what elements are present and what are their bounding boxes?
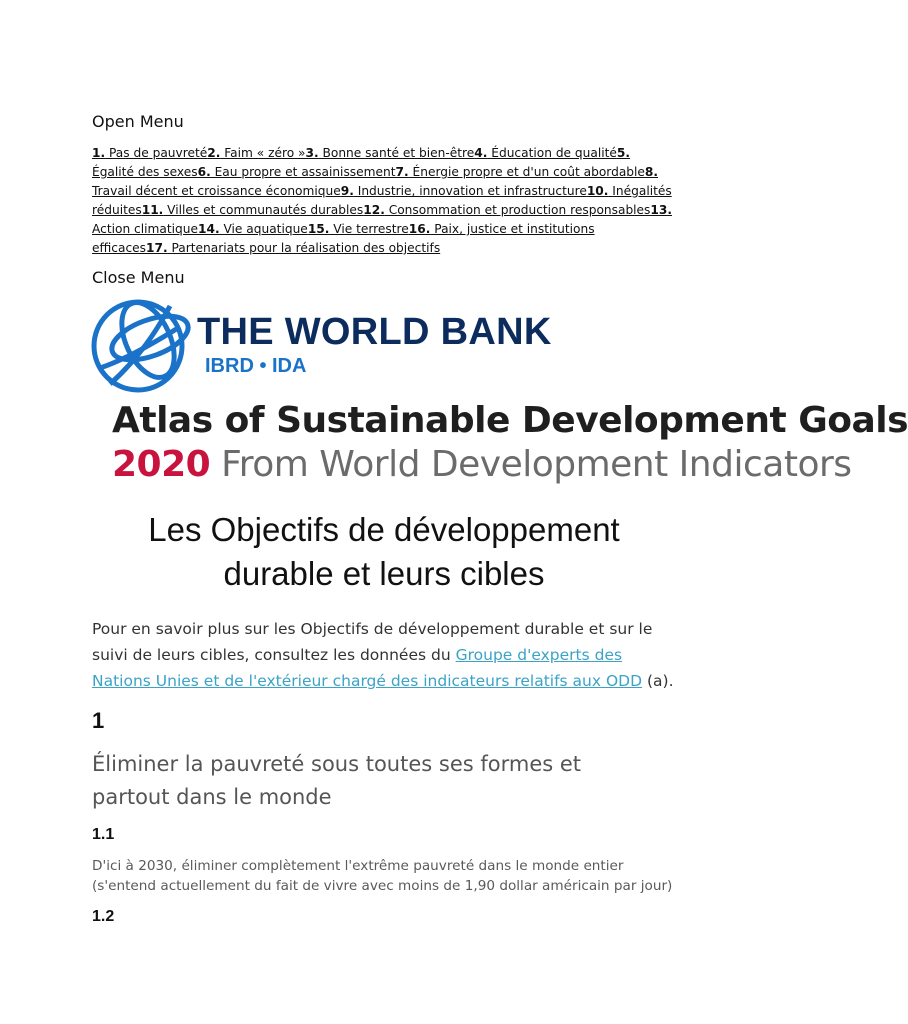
sdg-link-1[interactable]: 1. Pas de pauvreté: [92, 146, 208, 160]
world-bank-wordmark: THE WORLD BANK: [197, 311, 552, 353]
ibrd-ida-label: IBRD • IDA: [205, 355, 307, 377]
atlas-year: 2020: [112, 444, 211, 485]
sdg-link-15[interactable]: 15. Vie terrestre: [307, 222, 409, 236]
sdg-link-7[interactable]: 7. Énergie propre et d'un coût abordable: [395, 165, 645, 179]
intro-paragraph: Pour en savoir plus sur les Objectifs de développement durable et sur le suivi de leurs cibles, consultez les données du Groupe d'experts des Nations Unies et de l'extérieur chargé des indicateurs relatifs aux ODD (a).: [92, 620, 674, 690]
sdg-link-17[interactable]: 17. Partenariats pour la réalisation des objectifs: [146, 241, 441, 255]
sdg-link-16[interactable]: 16. Paix, justice et institutions efficaces: [92, 222, 595, 255]
sdg-link-10[interactable]: 10. Inégalités réduites: [92, 184, 672, 217]
atlas-source: From World Development Indicators: [210, 444, 852, 485]
sdg-link-6[interactable]: 6. Eau propre et assainissement: [197, 165, 396, 179]
sdg-link-12[interactable]: 12. Consommation et production responsables: [363, 203, 651, 217]
goal-title: Éliminer la pauvreté sous toutes ses formes et partout dans le monde: [92, 752, 582, 809]
target-number: 1.2: [92, 908, 115, 925]
goal-number: 1: [92, 708, 105, 733]
atlas-subtitle: [112, 444, 852, 485]
sdg-link-9[interactable]: 9. Industrie, innovation et infrastructure: [340, 184, 587, 198]
page-title-line-1: Les Objectifs de développement: [148, 511, 620, 548]
iaeg-sdg-link[interactable]: Groupe d'experts des Nations Unies et de l'extérieur chargé des indicateurs relatifs aux ODD: [92, 646, 643, 690]
sdg-link-5[interactable]: 5. Égalité des sexes: [92, 146, 631, 179]
sdg-link-11[interactable]: 11. Villes et communautés durables: [141, 203, 364, 217]
sdg-link-14[interactable]: 14. Vie aquatique: [197, 222, 308, 236]
open-menu-button[interactable]: Open Menu: [92, 112, 184, 131]
sdg-navigation: [92, 144, 672, 258]
close-menu-button[interactable]: Close Menu: [92, 268, 185, 287]
sdg-link-8[interactable]: 8. Travail décent et croissance économique: [92, 165, 659, 198]
target-number: 1.1: [92, 826, 115, 843]
sdg-link-13[interactable]: 13. Action climatique: [92, 203, 673, 236]
atlas-title: Atlas of Sustainable Development Goals: [112, 400, 908, 441]
sdg-link-4[interactable]: 4. Éducation de qualité: [474, 146, 617, 160]
sdg-link-3[interactable]: 3. Bonne santé et bien-être: [305, 146, 475, 160]
sdg-link-2[interactable]: 2. Faim « zéro »: [207, 146, 306, 160]
target-text: D'ici à 2030, éliminer complètement l'extrême pauvreté dans le monde entier (s'entend actuellement du fait de vivre avec moins de 1,90 dollar américain par jour): [92, 858, 673, 894]
page-title-line-2: durable et leurs cibles: [223, 555, 545, 592]
page-title: [80, 508, 688, 596]
